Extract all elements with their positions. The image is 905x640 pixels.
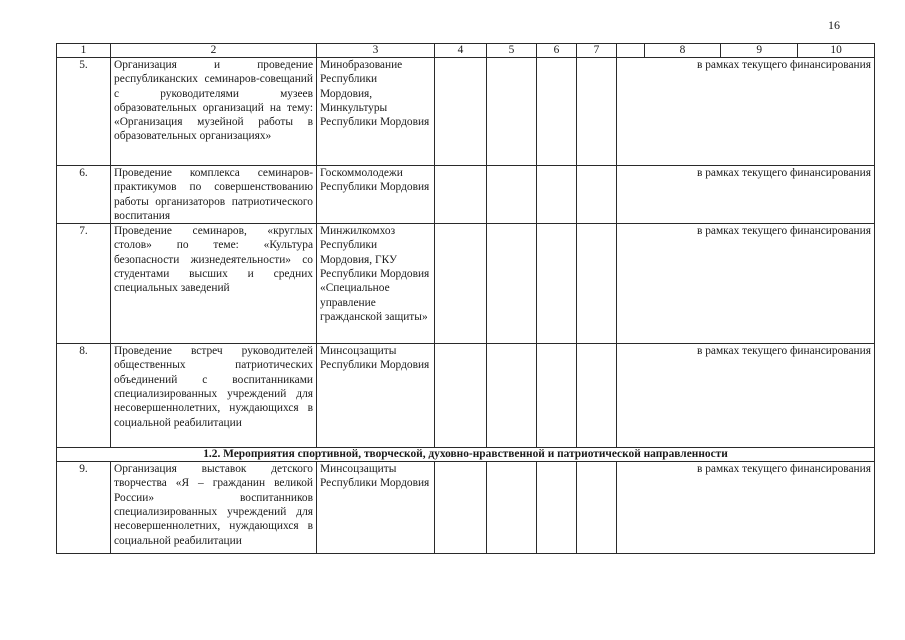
- responsible-text: Минобразование Республики Мордовия, Минкультуры Республики Мордовия: [317, 58, 435, 166]
- row-number: 5.: [57, 58, 111, 166]
- header-cols-8-10: [617, 44, 875, 58]
- header-col-6: 6: [537, 44, 577, 58]
- header-row: [57, 44, 875, 58]
- measure-text: Проведение семинаров, «круглых столов» по теме: «Культура безопасности жизнедеятельности» со студентами высших и средних специальных заведений: [111, 224, 317, 344]
- responsible-text: Минсоцзащиты Республики Мордовия: [317, 344, 435, 448]
- measures-table: [56, 43, 875, 554]
- funding-text: в рамках текущего финансирования: [617, 344, 875, 448]
- header-col-3: 3: [317, 44, 435, 58]
- table-row: [57, 58, 875, 166]
- header-col-10: 10: [797, 44, 874, 57]
- section-row: [57, 448, 875, 462]
- header-col-7: 7: [577, 44, 617, 58]
- funding-text: в рамках текущего финансирования: [617, 58, 875, 166]
- responsible-text: Госкоммолодежи Республики Мордовия: [317, 166, 435, 224]
- funding-text: в рамках текущего финансирования: [617, 462, 875, 554]
- header-col-9: 9: [720, 44, 797, 57]
- row-number: 9.: [57, 462, 111, 554]
- measure-text: Организация и проведение республиканских семинаров-совещаний с руководителями музеев образовательных организаций на тему: «Организация музейной работы в образовательных организациях»: [111, 58, 317, 166]
- table-row: [57, 224, 875, 344]
- table-row: [57, 166, 875, 224]
- row-number: 6.: [57, 166, 111, 224]
- section-title: 1.2. Мероприятия спортивной, творческой, духовно-нравственной и патриотической направленности: [57, 448, 875, 462]
- page-number: 16: [828, 18, 840, 32]
- row-number: 8.: [57, 344, 111, 448]
- measure-text: Организация выставок детского творчества «Я – гражданин великой России» воспитанников специализированных учреждений для несовершеннолетних, нуждающихся в социальной реабилитации: [111, 462, 317, 554]
- header-col-5: 5: [487, 44, 537, 58]
- header-col-2: 2: [111, 44, 317, 58]
- responsible-text: Минжилкомхоз Республики Мордовия, ГКУ Республики Мордовия «Специальное управление гражданской защиты»: [317, 224, 435, 344]
- header-col-1: 1: [57, 44, 111, 58]
- table-row: [57, 462, 875, 554]
- header-col-4: 4: [435, 44, 487, 58]
- header-col-8: 8: [644, 44, 721, 57]
- funding-text: в рамках текущего финансирования: [617, 224, 875, 344]
- row-number: 7.: [57, 224, 111, 344]
- table-row: [57, 344, 875, 448]
- measure-text: Проведение комплекса семинаров-практикумов по совершенствованию работы организаторов патриотического воспитания: [111, 166, 317, 224]
- measure-text: Проведение встреч руководителей общественных патриотических объединений с воспитанниками специализированных учреждений для несовершеннолетних, нуждающихся в социальной реабилитации: [111, 344, 317, 448]
- responsible-text: Минсоцзащиты Республики Мордовия: [317, 462, 435, 554]
- funding-text: в рамках текущего финансирования: [617, 166, 875, 224]
